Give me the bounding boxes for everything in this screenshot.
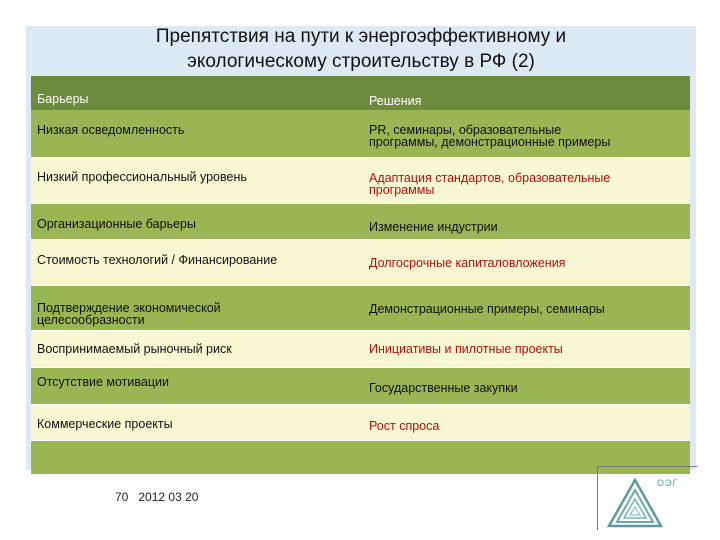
solution-text: Инициативы и пилотные проекты (369, 342, 563, 356)
solution-cell (363, 331, 690, 368)
solution-cell (363, 368, 690, 405)
solution-cell (363, 110, 690, 158)
barrier-cell (31, 240, 363, 286)
barrier-text: Коммерческие проекты (37, 417, 173, 431)
title-line-1: Препятствия на пути к энергоэффективному и (155, 26, 567, 47)
solution-cell (363, 158, 690, 204)
barrier-cell (31, 368, 363, 405)
solution-text: Адаптация стандартов, образовательные (369, 171, 611, 185)
table-row (31, 158, 690, 204)
footer-divider-vertical (597, 466, 598, 530)
footer (115, 490, 198, 504)
table-row (31, 240, 690, 286)
solution-text: программы, демонстрационные примеры (369, 135, 611, 149)
barriers-solutions-table (31, 76, 690, 474)
table-row (31, 286, 690, 331)
solution-cell (363, 286, 690, 331)
table-row (31, 368, 690, 405)
barrier-cell (31, 204, 363, 240)
solution-text: Демонстрационные примеры, семинары (369, 302, 605, 316)
barrier-text: Воспринимаемый рыночный риск (37, 342, 232, 356)
barrier-text: Организационные барьеры (37, 217, 196, 231)
barrier-cell (31, 110, 363, 158)
barrier-text: целесообразности (37, 313, 145, 327)
solution-cell (363, 240, 690, 286)
solution-text: Рост спроса (369, 419, 440, 433)
header-barriers: Барьеры (37, 92, 89, 106)
table-row (31, 405, 690, 441)
table-row (31, 331, 690, 368)
barrier-text: Отсутствие мотивации (37, 375, 169, 389)
barrier-cell (31, 286, 363, 331)
barrier-text: Низкий профессиональный уровень (37, 170, 247, 184)
barrier-text: Низкая осведомленность (37, 123, 185, 137)
barrier-cell (31, 158, 363, 204)
table-header-row (31, 76, 690, 110)
solution-text: PR, семинары, образовательные (369, 123, 562, 137)
page-number: 70 (115, 490, 129, 504)
solution-cell (363, 405, 690, 441)
solution-cell (363, 204, 690, 240)
slide-title (26, 24, 696, 76)
solution-text: Государственные закупки (369, 381, 518, 395)
title-line-2: экологическому строительству в РФ (2) (187, 51, 535, 72)
table-row (31, 110, 690, 158)
triangle-logo-icon (605, 474, 665, 529)
footer-divider-horizontal (597, 466, 697, 467)
solution-text: Долгосрочные капиталовложения (369, 256, 566, 270)
table-row-empty (31, 441, 690, 474)
barrier-text: Подтверждение экономической (37, 301, 221, 315)
logo-text: ОЭГ (657, 478, 679, 488)
solution-text: Изменение индустрии (369, 220, 498, 234)
barrier-cell (31, 405, 363, 441)
barrier-text: Стоимость технологий / Финансирование (37, 253, 278, 267)
solution-text: программы (369, 183, 435, 197)
table-row (31, 204, 690, 240)
table-body (31, 110, 690, 474)
header-solutions: Решения (369, 94, 422, 108)
footer-date: 2012 03 20 (138, 490, 199, 504)
barrier-cell (31, 331, 363, 368)
